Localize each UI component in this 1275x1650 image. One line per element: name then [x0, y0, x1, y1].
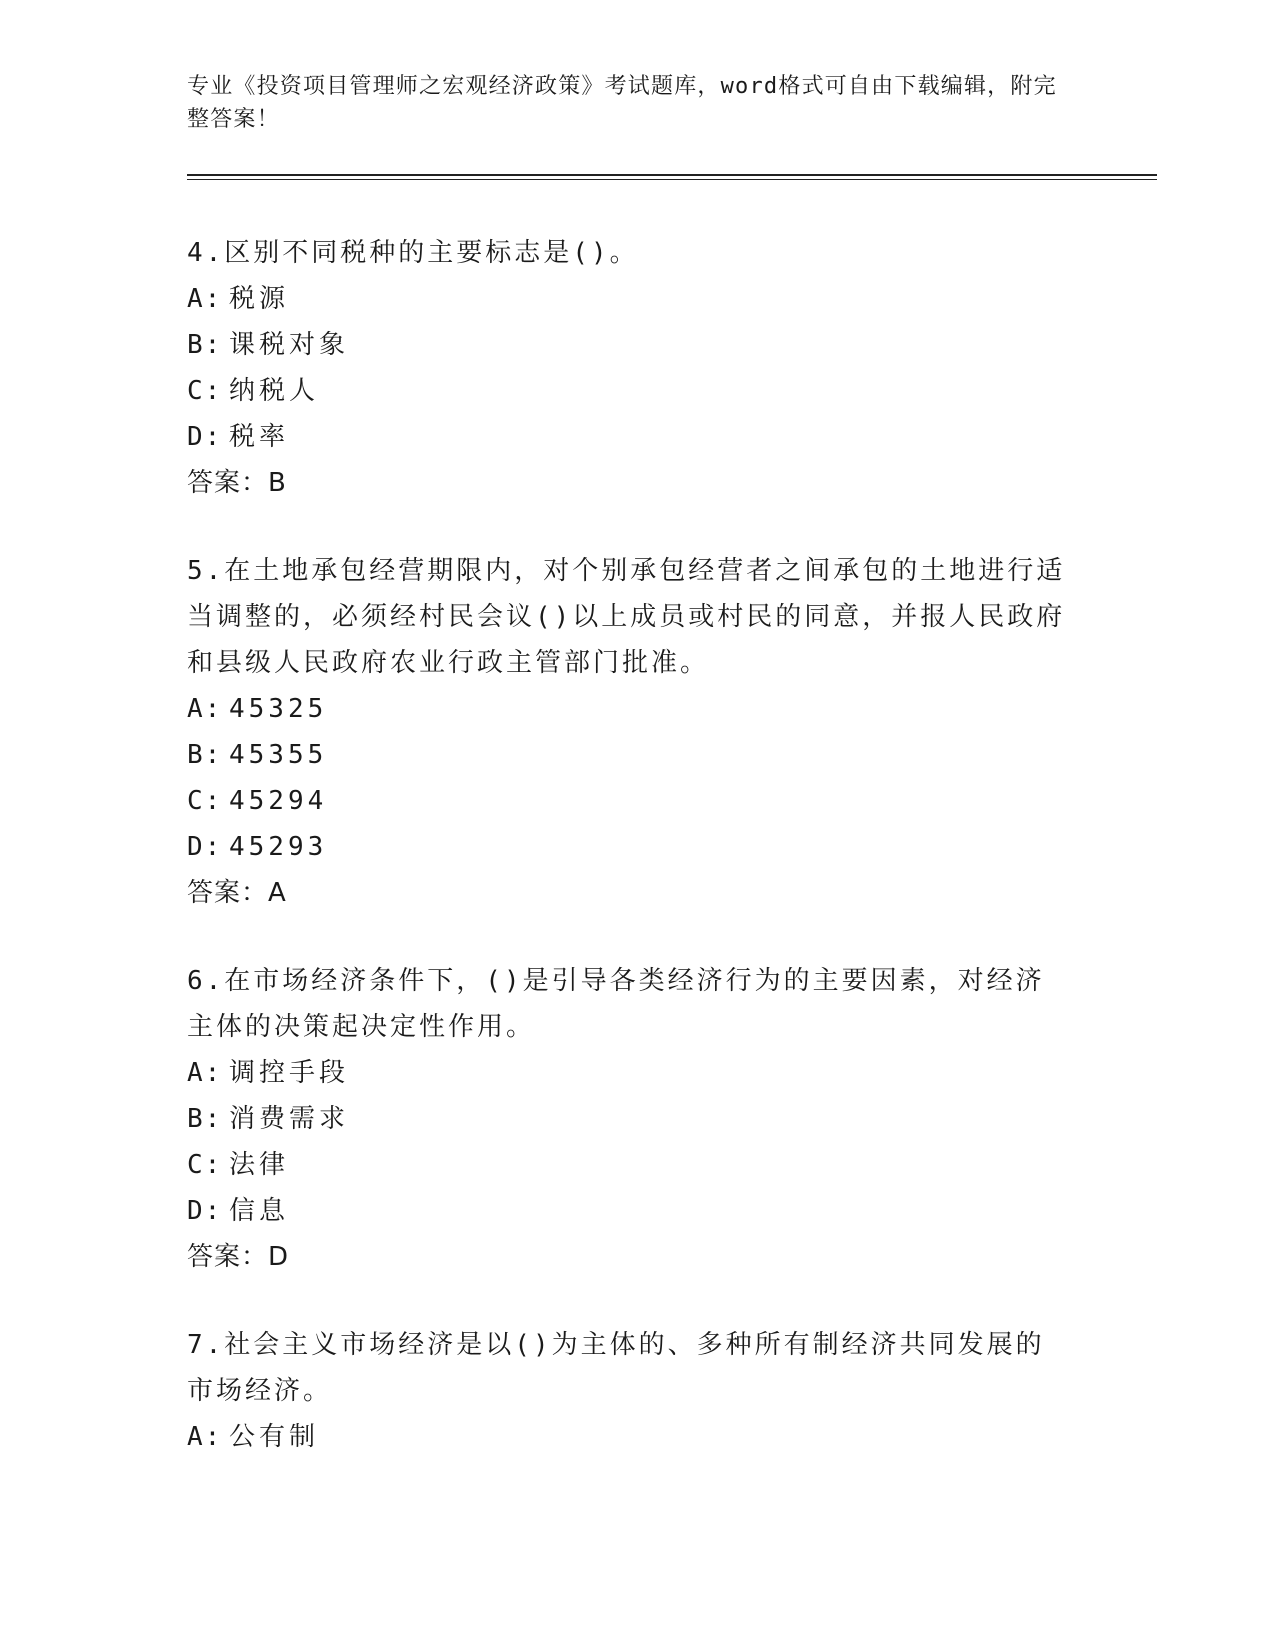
option-key: D:: [187, 832, 223, 862]
option-key: D:: [187, 422, 223, 452]
option-b: [187, 1096, 1157, 1142]
question-6: [187, 958, 1157, 1280]
option-c: [187, 1142, 1157, 1188]
option-key: C:: [187, 1150, 223, 1180]
answer-line: 答案：A: [187, 878, 287, 908]
option-text: 45293: [229, 832, 328, 862]
answer-line: 答案：B: [187, 468, 287, 498]
option-a: [187, 686, 1157, 732]
option-text: 税率: [229, 422, 290, 452]
option-text: 45355: [229, 740, 328, 770]
option-key: B:: [187, 740, 223, 770]
header-divider: [187, 174, 1157, 180]
option-key: A:: [187, 1422, 223, 1452]
option-a: [187, 276, 1157, 322]
question-stem: 5.在土地承包经营期限内，对个别承包经营者之间承包的土地进行适当调整的，必须经村民会议()以上成员或村民的同意，并报人民政府和县级人民政府农业行政主管部门批准。: [187, 556, 1066, 678]
option-text: 消费需求: [229, 1104, 350, 1134]
question-5: [187, 548, 1157, 916]
question-4: [187, 230, 1157, 506]
option-text: 法律: [229, 1150, 290, 1180]
option-d: [187, 1188, 1157, 1234]
option-key: B:: [187, 330, 223, 360]
option-b: [187, 732, 1157, 778]
option-key: A:: [187, 284, 223, 314]
question-stem: 6.在市场经济条件下，()是引导各类经济行为的主要因素，对经济主体的决策起决定性作用。: [187, 966, 1045, 1042]
option-key: A:: [187, 1058, 223, 1088]
document-header: 专业《投资项目管理师之宏观经济政策》考试题库，word格式可自由下载编辑，附完整答案！: [187, 74, 1057, 132]
option-text: 45325: [229, 694, 328, 724]
option-c: [187, 778, 1157, 824]
option-d: [187, 824, 1157, 870]
option-c: [187, 368, 1157, 414]
option-text: 45294: [229, 786, 328, 816]
option-key: B:: [187, 1104, 223, 1134]
option-key: C:: [187, 786, 223, 816]
option-key: A:: [187, 694, 223, 724]
option-text: 税源: [229, 284, 290, 314]
option-a: [187, 1050, 1157, 1096]
option-text: 纳税人: [229, 376, 320, 406]
answer-line: 答案：D: [187, 1242, 290, 1272]
option-text: 课税对象: [229, 330, 350, 360]
option-d: [187, 414, 1157, 460]
option-text: 信息: [229, 1196, 290, 1226]
question-7: [187, 1322, 1157, 1460]
option-text: 调控手段: [229, 1058, 350, 1088]
option-key: C:: [187, 376, 223, 406]
document-page: [187, 70, 1157, 1502]
option-key: D:: [187, 1196, 223, 1226]
question-list: [187, 230, 1157, 1460]
option-a: [187, 1414, 1157, 1460]
option-text: 公有制: [229, 1422, 320, 1452]
question-stem: 7.社会主义市场经济是以()为主体的、多种所有制经济共同发展的市场经济。: [187, 1330, 1045, 1406]
question-stem: 4.区别不同税种的主要标志是()。: [187, 238, 639, 268]
option-b: [187, 322, 1157, 368]
